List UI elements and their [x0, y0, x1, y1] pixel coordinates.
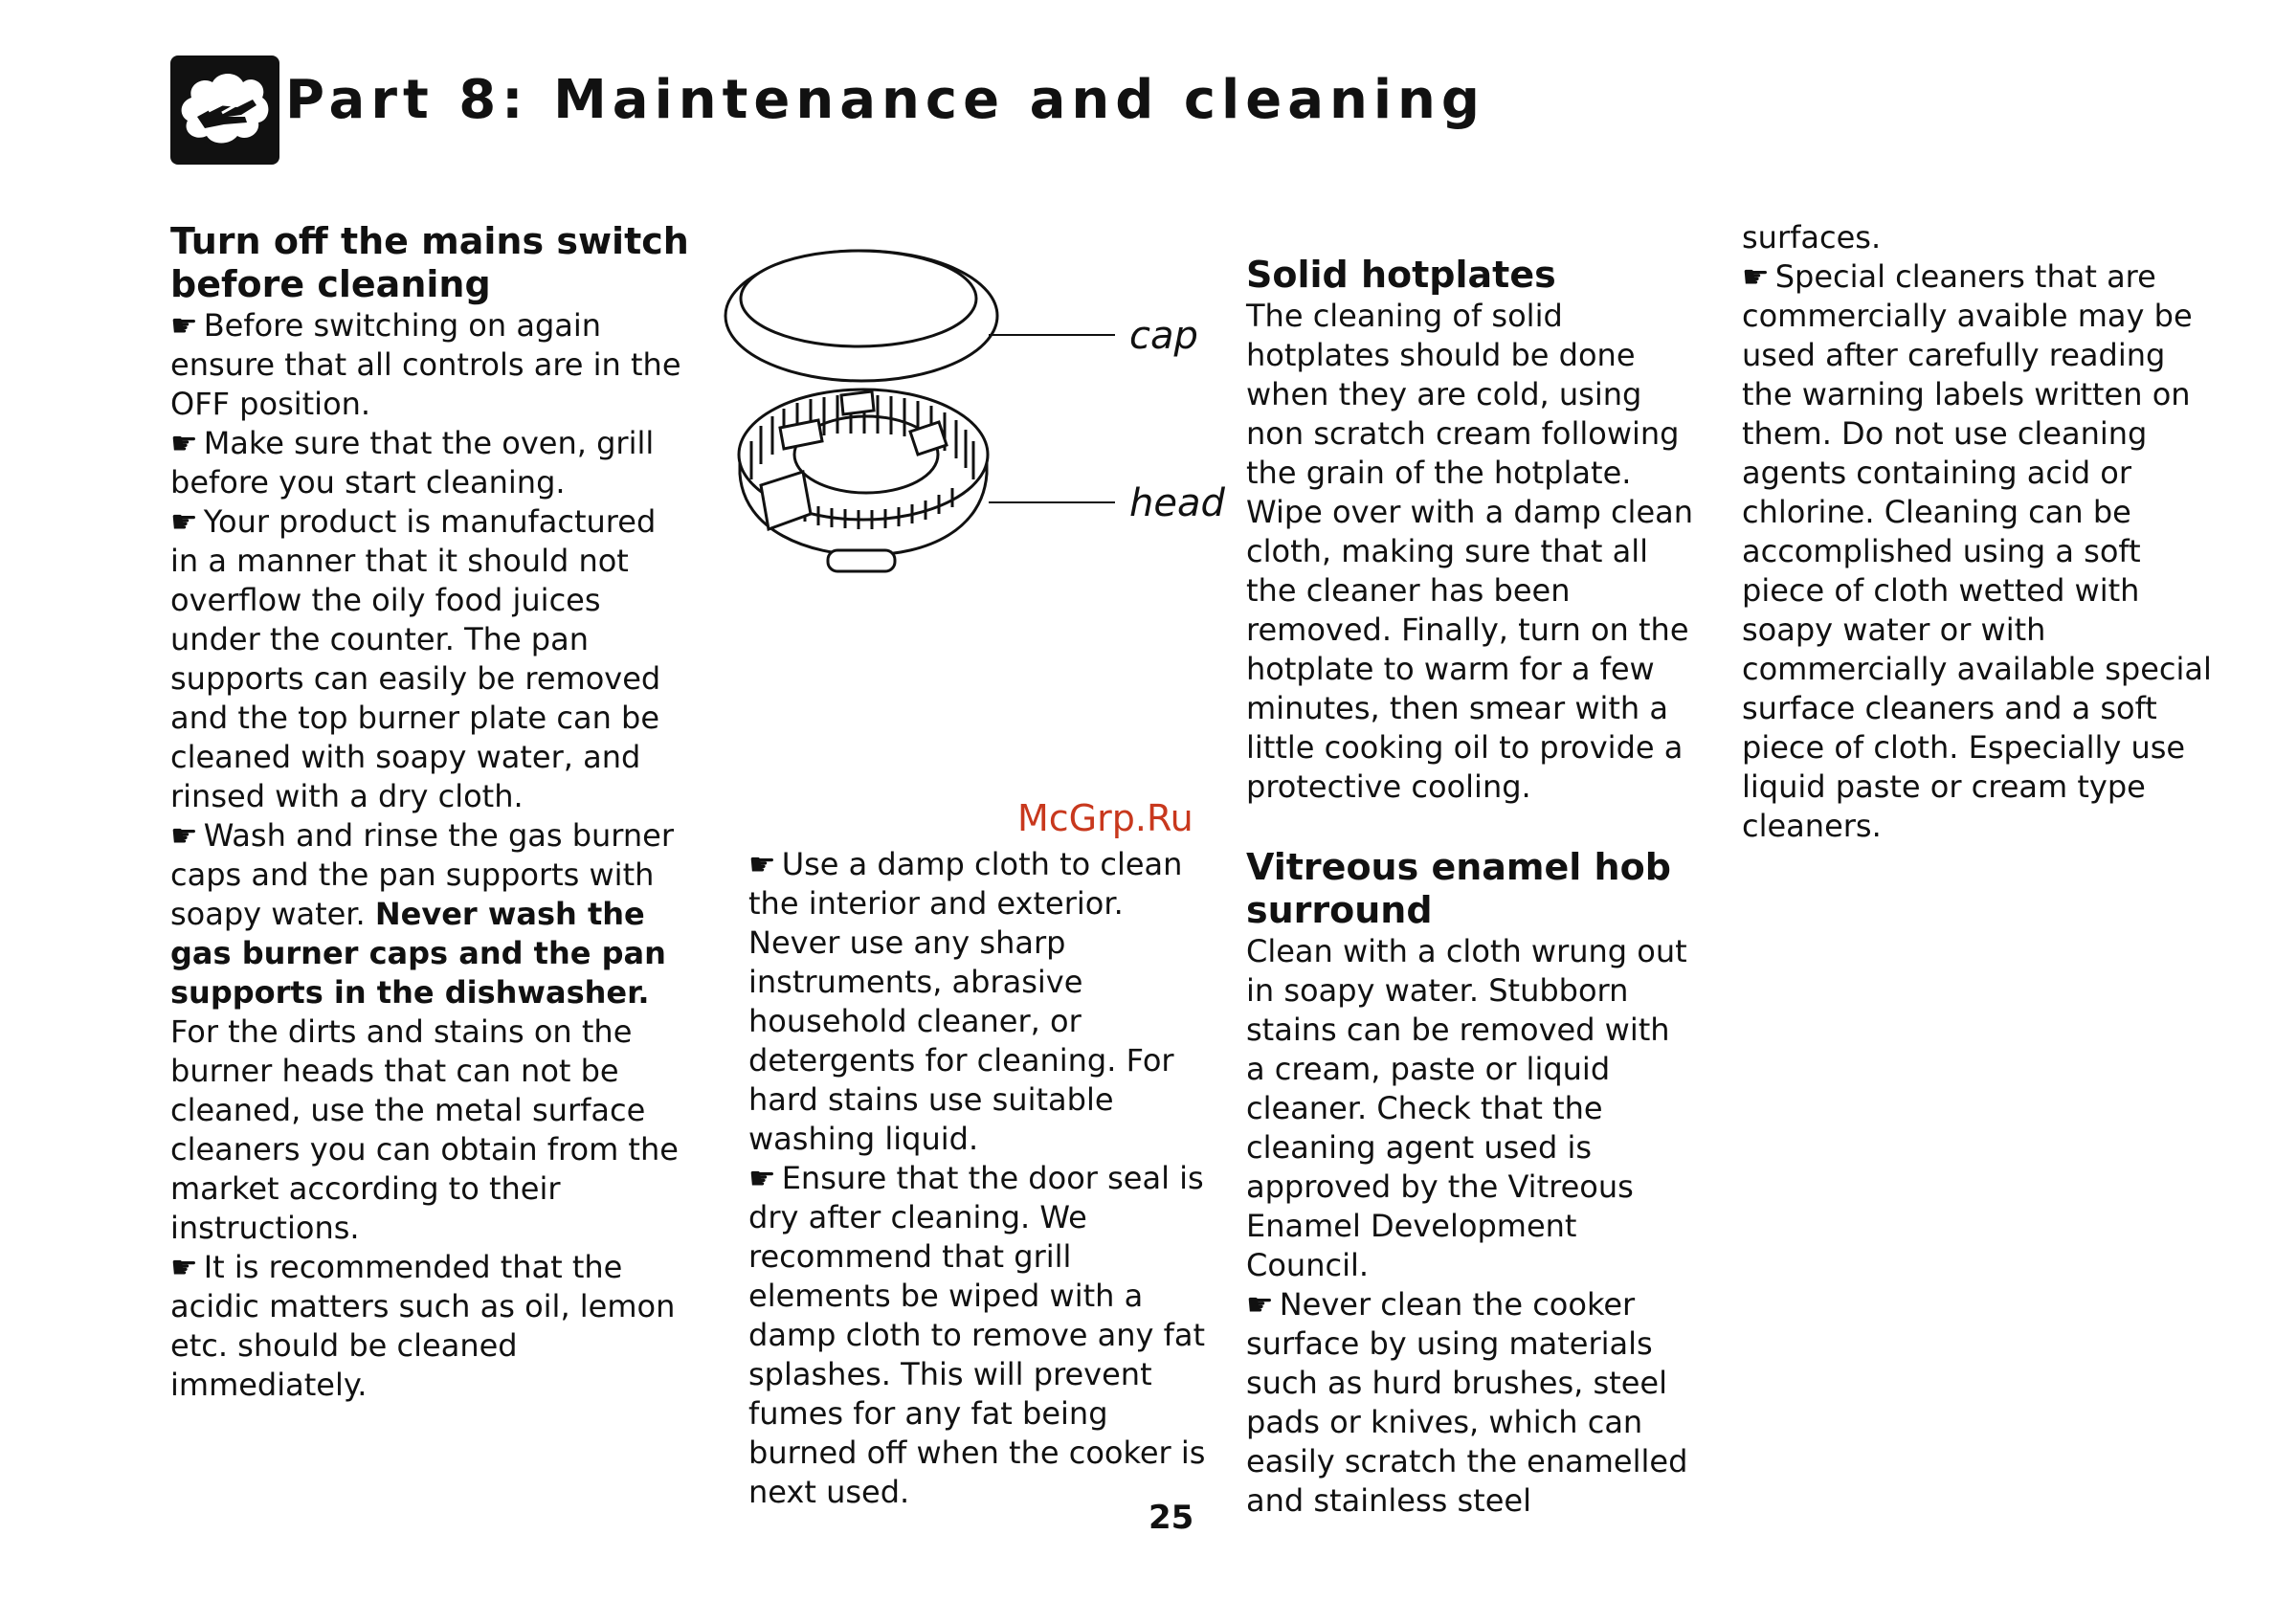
bullet-item: [1742, 257, 2220, 846]
page-title: Part 8: Maintenance and cleaning: [285, 69, 1486, 131]
label-head: head: [1129, 481, 1225, 525]
continuation-text: surfaces.: [1742, 219, 1882, 256]
bullet-item: [170, 1248, 692, 1405]
bullet-text: It is recommended that the acidic matters such as oil, lemon etc. should be cleaned immediately.: [170, 1249, 676, 1403]
column-interior-cleaning: [748, 845, 1208, 1512]
bullet-text: Use a damp cloth to clean the interior and exterior. Never use any sharp instruments, abrasive household cleaner, or detergents for cleaning. For hard stains use suitable washing liquid.: [748, 846, 1183, 1157]
watermark: McGrp.Ru: [1017, 797, 1193, 839]
paragraph-solid-hotplates: The cleaning of solid hotplates should be done when they are cold, using non scratch cream following the grain of the hotplate. Wipe over with a damp clean cloth, making sure that all the cleaner has been removed. Finally, turn on the hotplate to warm for a few minutes, then smear with a little cooking oil to provide a protective cooling.: [1246, 298, 1694, 805]
bullet-text: Your product is manufactured in a manner that it should not overflow the oily food juices under the counter. The pan supports can easily be removed and the top burner plate can be cleaned with soapy water, and rinsed with a dry cloth.: [170, 503, 661, 814]
bullet-item: [748, 1159, 1208, 1512]
column-hotplates: [1246, 254, 1696, 1521]
bullet-item: [170, 306, 692, 424]
pointing-hand-icon: ☛: [748, 846, 776, 882]
bullet-text: For the dirts and stains on the burner heads that can not be cleaned, use the metal surface cleaners you can obtain from the market according to their instructions.: [170, 1013, 679, 1246]
page-number: 25: [1149, 1499, 1194, 1537]
pointing-hand-icon: ☛: [170, 817, 198, 854]
paragraph-vitreous-enamel: Clean with a cloth wrung out in soapy water. Stubborn stains can be removed with a cream, paste or liquid cleaner. Check that the cleaning agent used is approved by the Vitreous Enamel Development Council.: [1246, 933, 1687, 1283]
bullet-warning: Never wash the gas burner caps and the pan supports in the dishwasher.: [170, 896, 666, 1011]
heading-mains-switch: Turn off the mains switch before cleaning: [170, 220, 689, 305]
pointing-hand-icon: ☛: [1742, 258, 1770, 295]
bullet-text: Never clean the cooker surface by using materials such as hurd brushes, steel pads or knives, which can easily scratch the enamelled and stainless steel: [1246, 1286, 1688, 1519]
bullet-text: Special cleaners that are commercially avaible may be used after carefully reading the warning labels written on them. Do not use cleaning agents containing acid or chlorine. Cleaning can be accomplished using a soft piece of cloth wetted with soapy water or with commercially available special surface cleaners and a soft piece of cloth. Especially use liquid paste or cream type cleaners.: [1742, 258, 2212, 844]
column-mains-switch: [170, 220, 692, 1405]
pointing-hand-icon: ☛: [1246, 1286, 1274, 1323]
bullet-text: Ensure that the door seal is dry after cleaning. We recommend that grill elements be wiped with a damp cloth to remove any fat splashes. This will prevent fumes for any fat being burned off when the cooker is next used.: [748, 1160, 1206, 1510]
burner-diagram: [723, 225, 1220, 617]
bullet-item: [170, 502, 692, 816]
heading-vitreous-enamel: Vitreous enamel hob surround: [1246, 846, 1671, 931]
bullet-item: [170, 816, 692, 1248]
heading-solid-hotplates: Solid hotplates: [1246, 254, 1556, 296]
pointing-hand-icon: ☛: [170, 425, 198, 461]
bullet-item: [170, 424, 692, 502]
column-special-cleaners: [1742, 218, 2220, 846]
bullet-text: Wash and rinse the gas burner caps and the pan supports with soapy water.: [170, 817, 675, 932]
pointing-hand-icon: ☛: [170, 503, 198, 540]
bullet-item: [748, 845, 1208, 1159]
bullet-text: Before switching on again ensure that all controls are in the OFF position.: [170, 307, 681, 422]
bullet-item: [1246, 1285, 1696, 1521]
pointing-hand-icon: ☛: [170, 1249, 198, 1285]
pointing-hand-icon: ☛: [170, 307, 198, 344]
label-cap: cap: [1129, 314, 1198, 358]
hand-cleaning-icon: [170, 56, 279, 165]
pointing-hand-icon: ☛: [748, 1160, 776, 1196]
bullet-text: Make sure that the oven, grill before you start cleaning.: [170, 425, 655, 501]
